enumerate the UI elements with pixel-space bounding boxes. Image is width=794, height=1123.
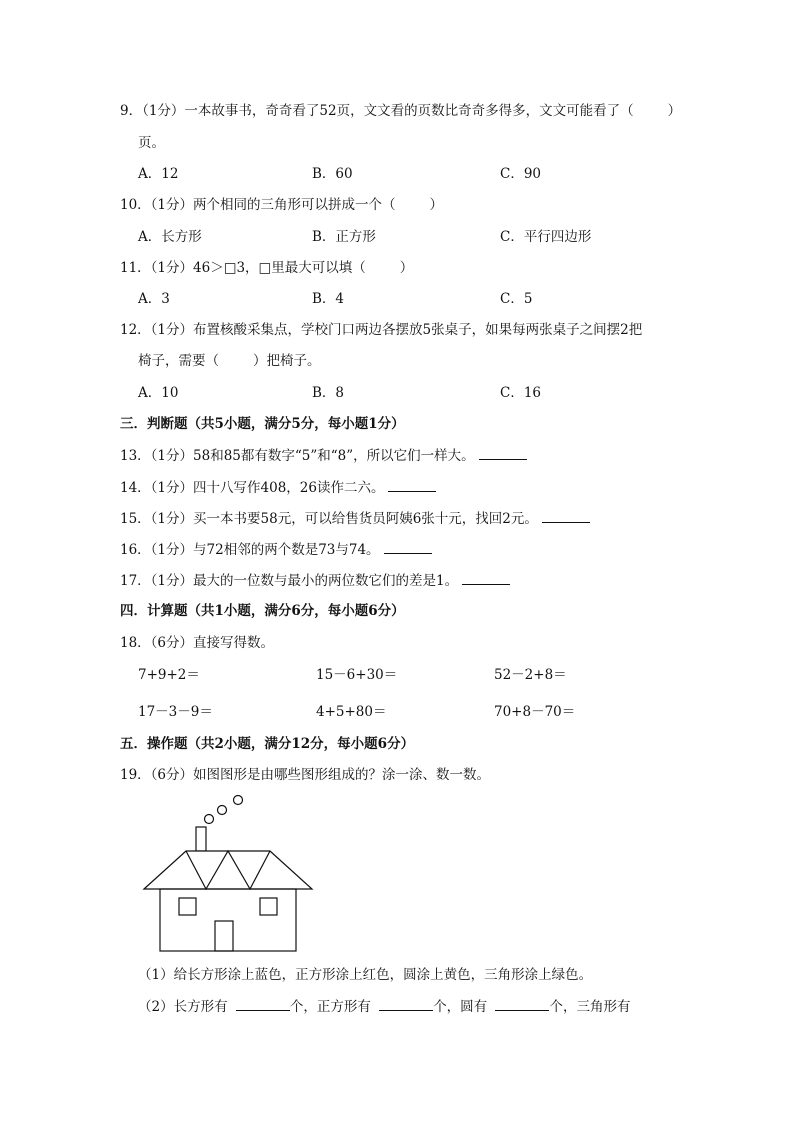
option-c: C．90 (500, 166, 542, 182)
answer-blank[interactable] (542, 508, 590, 523)
section-3-heading: 三．判断题（共5小题，满分5分，每小题1分） (120, 416, 405, 432)
question-12-line2: 椅子，需要（ ）把椅子。 (138, 353, 321, 369)
section-5-heading: 五．操作题（共2小题，满分12分，每小题6分） (120, 736, 415, 752)
calc-item: 17－3－9＝ (138, 704, 213, 720)
answer-blank[interactable] (236, 996, 290, 1011)
answer-blank[interactable] (495, 996, 549, 1011)
answer-blank[interactable] (388, 477, 436, 492)
question-17: 17．（1分）最大的一位数与最小的两位数它们的差是1。 (120, 570, 510, 591)
option-a: A．3 (138, 291, 170, 307)
window-square (179, 898, 196, 915)
question-13: 13．（1分）58和85都有数字“5”和“8”，所以它们一样大。 (120, 445, 527, 466)
question-11: 11．（1分）46＞□3，□里最大可以填（ ） (120, 260, 414, 276)
calc-item: 7+9+2＝ (138, 667, 200, 683)
question-15: 15．（1分）买一本书要58元，可以给售货员阿姨6张十元，找回2元。 (120, 508, 590, 529)
answer-blank[interactable] (379, 996, 433, 1011)
smoke-circle (205, 815, 214, 824)
question-19-sub1: （1）给长方形涂上蓝色，正方形涂上红色，圆涂上黄色，三角形涂上绿色。 (138, 967, 593, 983)
option-c: C．16 (500, 385, 542, 401)
question-16: 16．（1分）与72相邻的两个数是73与74。 (120, 539, 432, 560)
roof-trapezoid (144, 851, 312, 889)
section-4-heading: 四．计算题（共1小题，满分6分，每小题6分） (120, 603, 405, 619)
answer-blank[interactable] (384, 539, 432, 554)
calc-item: 70+8－70＝ (494, 704, 576, 720)
chimney-rectangle (196, 827, 206, 851)
question-19-sub2: （2）长方形有 个，正方形有 个，圆有 个，三角形有 (138, 996, 630, 1017)
answer-blank[interactable] (462, 570, 510, 585)
door-rectangle (215, 921, 233, 951)
option-b: B．4 (312, 291, 345, 307)
option-b: B．8 (312, 385, 345, 401)
calc-item: 52－2+8＝ (494, 667, 567, 683)
answer-blank[interactable] (479, 445, 527, 460)
option-b: B．正方形 (312, 229, 376, 245)
smoke-circle (218, 806, 227, 815)
question-9-line2: 页。 (138, 135, 165, 151)
option-c: C．5 (500, 291, 533, 307)
question-19: 19．（6分）如图图形是由哪些图形组成的？涂一涂、数一数。 (120, 767, 491, 783)
option-b: B．60 (312, 166, 353, 182)
question-12-line1: 12．（1分）布置核酸采集点，学校门口两边各摆放5张桌子，如果每两张桌子之间摆2把 (120, 322, 643, 338)
option-c: C．平行四边形 (500, 229, 592, 245)
calc-item: 15－6+30＝ (316, 667, 398, 683)
question-14: 14．（1分）四十八写作408，26读作二六。 (120, 477, 436, 498)
option-a: A．长方形 (138, 229, 202, 245)
smoke-circle (234, 796, 243, 805)
option-a: A．10 (138, 385, 179, 401)
window-square (260, 898, 277, 915)
option-a: A．12 (138, 166, 179, 182)
calc-item: 4+5+80＝ (316, 704, 387, 720)
question-9-line1: 9．（1分）一本故事书，奇奇看了52页，文文看的页数比奇奇多得多，文文可能看了（ ） (120, 103, 682, 119)
question-18: 18．（6分）直接写得数。 (120, 635, 275, 651)
question-10: 10．（1分）两个相同的三角形可以拼成一个（ ） (120, 197, 444, 213)
house-figure (140, 792, 320, 957)
